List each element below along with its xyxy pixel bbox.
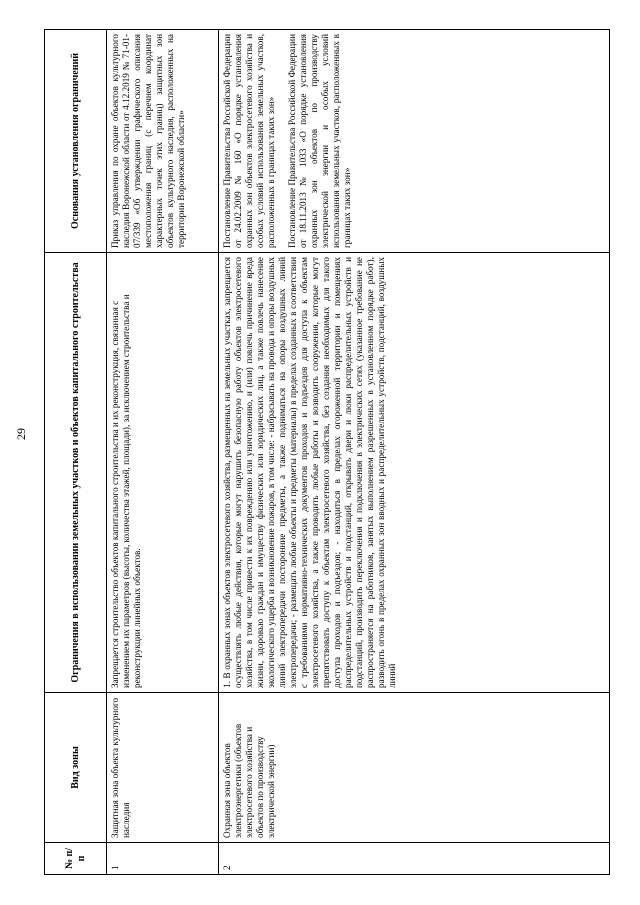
zone-type: Охранная зона объектов электроэнергетики (объектов электросетевого хозяйства и объектов по производству электрической энергии) xyxy=(219,693,610,843)
header-basis: Основания установления ограничений xyxy=(45,30,107,253)
table-header-row xyxy=(45,30,107,875)
basis-paragraph: Постановление Правительства Российской Федерации от 18.11.2013 № 1033 «О порядке установления охранных зон объектов по производству электрической энергии и особых условий использования земельных участков, расположенных в границах таких зон» xyxy=(287,34,353,248)
header-limitations: Ограничения в использовании земельных участков и объектов капитального строительства xyxy=(45,253,107,693)
row-number: 2 xyxy=(219,843,610,875)
restrictions-table xyxy=(44,29,610,875)
page-number: 29 xyxy=(14,428,28,440)
header-zone-type: Вид зоны xyxy=(45,693,107,843)
basis-cell xyxy=(219,30,610,253)
table-row xyxy=(107,30,219,875)
limitations-text: 1. В охранных зонах объектов электросетевого хозяйства, размещенных на земельных участках, запрещается осуществлять любые действия, которые могут нарушить безопасную работу объектов электросетевого хозяйства, в том числе привести к их повреждению или уничтожению, и (или) повлечь причинение вреда жизни, здоровью граждан и имуществу физических или юридических лиц, а также повлечь нанесение экологического ущерба и возникновение пожаров, в том числе: - набрасывать на провода и опоры воздушных линий электропередачи посторонние предметы, а также подниматься на опоры воздушных линий электропередачи; - размещать любые объекты и предметы (материалы) в пределах созданных в соответствии с требованиями нормативно-технических документов проходов и подъездов для доступа к объектам электросетевого хозяйства, а также проводить любые работы и возводить сооружения, которые могут препятствовать доступу к объектам электросетевого хозяйства, без создания необходимых для такого доступа проходов и подъездов; - находиться в пределах огороженной территории и помещениях распределительных устройств и подстанций, открывать двери и люки распределительных устройств и подстанций, производить переключения и подключения в электрических сетях (указанное требование не распространяется на работников, занятых выполнением разрешенных в установленном порядке работ), разводить огонь в пределах охранных зон вводных и распределительных устройств, подстанций, воздушных линий xyxy=(219,253,610,693)
restrictions-table-sheet xyxy=(44,30,610,875)
limitations-text: Запрещается строительство объектов капитального строительства и их реконструкция, связанная с изменением их параметров (высоты, количества этажей, площади), за исключением строительства и реконструкции линейных объектов. xyxy=(107,253,219,693)
row-number: 1 xyxy=(107,843,219,875)
table-row xyxy=(219,30,610,875)
basis-paragraph: Постановление Правительства Российской Федерации от 24.02.2009 № 160 «О порядке установления охранных зон объектов электросетевого хозяйства и особых условий использования земельных участков, расположенных в границах таких зон» xyxy=(222,34,277,248)
basis-text: Приказ управления по охране объектов культурного наследия Воронежской области от 4.12.2019 № 71-01-07/339 «Об утверждении графического описания местоположения границ (с перечнем координат характерных точек этих границ) защитных зон объектов культурного наследия, расположенных на территории Воронежской области» xyxy=(107,30,219,253)
zone-type: Защитная зона объекта культурного наследия xyxy=(107,693,219,843)
header-number: № п/п xyxy=(45,843,107,875)
